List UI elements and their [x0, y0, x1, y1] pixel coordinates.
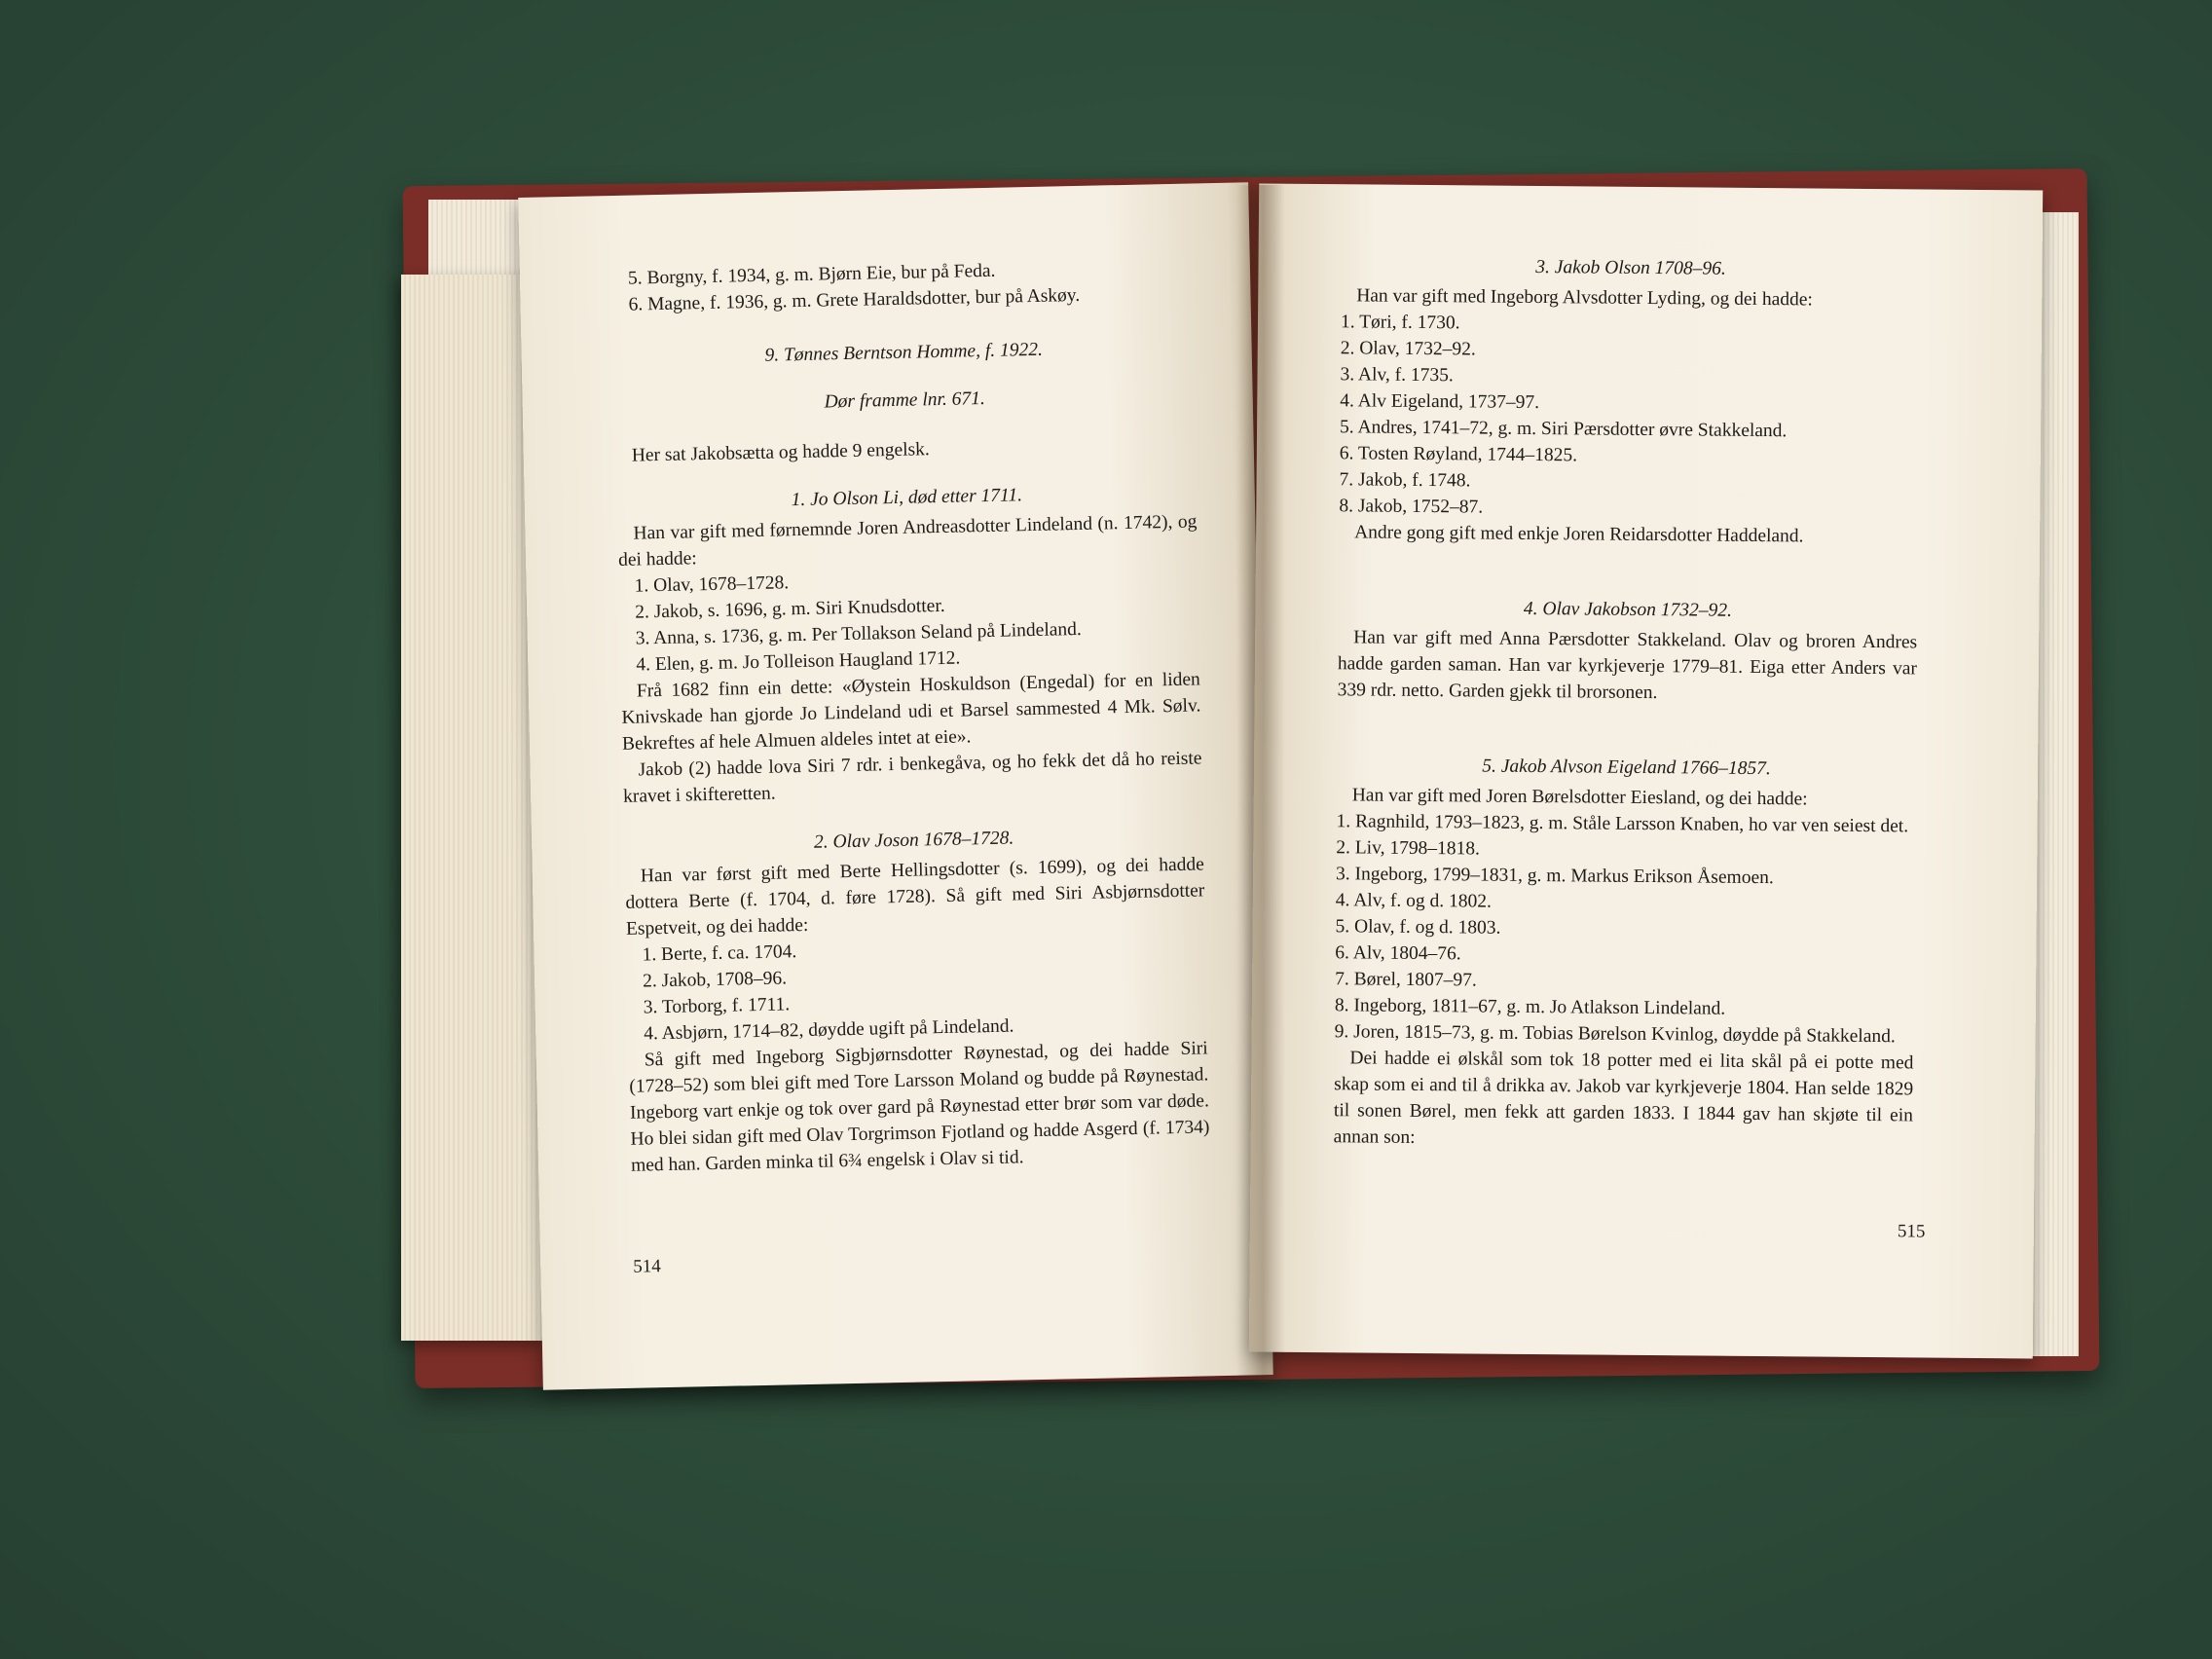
paragraph: Han var gift med førnemnde Joren Andreasdotter Lindeland (n. 1742), og dei hadde:	[617, 511, 1198, 571]
list-item: 3. Alv, f. 1735.	[1340, 364, 1454, 387]
list-item: 4. Alv Eigeland, 1737–97.	[1340, 390, 1540, 414]
list-item: 5. Andres, 1741–72, g. m. Siri Pærsdotter øvre Stakkeland.	[1339, 417, 1788, 442]
paragraph: Han var gift med Ingeborg Alvsdotter Lyding, og dei hadde:	[1356, 285, 1813, 311]
list-item: 1. Tøri, f. 1730.	[1340, 312, 1460, 334]
paragraph: Jakob (2) hadde lova Siri 7 rdr. i benkegåva, og ho fekk det då ho reiste kravet i skifteretten.	[622, 748, 1202, 807]
list-item: 2. Jakob, 1708–96.	[642, 968, 788, 992]
list-item: 3. Torborg, f. 1711.	[643, 994, 791, 1018]
list-item: 6. Alv, 1804–76.	[1335, 942, 1461, 965]
section-heading: Dør framme lnr. 671.	[824, 387, 986, 413]
left-page	[518, 182, 1272, 1389]
list-item: 4. Asbjørn, 1714–82, døydde ugift på Lindeland.	[644, 1015, 1014, 1045]
paragraph: Dei hadde ei ølskål som tok 18 potter med ei lita skål på ei potte med skap som ei and til å drikka av. Jakob var kyrkjeverje 1804. Han selde 1829 til sonen Børel, men fekk att garden 1833. I 1844 gav han skjøte til ein annan son:	[1333, 1048, 1914, 1148]
list-item: 2. Liv, 1798–1818.	[1336, 837, 1481, 860]
paragraph: Frå 1682 finn ein dette: «Øystein Hoskuldson (Engedal) for en liden Knivskade han gjorde Jo Lindeland udi et Barsel sammested 4 Mk. Sølv. Bekreftes af hele Almuen aldeles intet at eie».	[621, 669, 1201, 755]
paragraph: Andre gong gift med enkje Joren Reidarsdotter Haddeland.	[1354, 522, 1804, 547]
section-heading: 1. Jo Olson Li, død etter 1711.	[791, 485, 1023, 511]
list-item: 4. Elen, g. m. Jo Tolleison Haugland 1712.	[636, 647, 961, 676]
right-page	[1249, 184, 2043, 1359]
list-item: 9. Joren, 1815–73, g. m. Tobias Børelson Kvinlog, døydde på Stakkeland.	[1334, 1021, 1896, 1048]
list-item: 1. Ragnhild, 1793–1823, g. m. Ståle Larsson Knaben, ho var ven seiest det.	[1336, 811, 1909, 837]
list-item: 5. Olav, f. og d. 1803.	[1335, 916, 1501, 939]
paragraph: Han var gift med Joren Børelsdotter Eiesland, og dei hadde:	[1351, 785, 1808, 810]
list-item: 8. Jakob, 1752–87.	[1339, 496, 1484, 518]
section-heading: 4. Olav Jakobson 1732–92.	[1523, 598, 1733, 621]
list-item: 6. Magne, f. 1936, g. m. Grete Haraldsdotter, bur på Askøy.	[628, 284, 1081, 315]
paragraph: Han var først gift med Berte Hellingsdotter (s. 1699), og dei hadde dottera Berte (f. 1704, d. føre 1728). Så gift med Siri Asbjørnsdotter Espetveit, og dei hadde:	[625, 854, 1205, 940]
right-page-text	[1334, 252, 1921, 1155]
list-item: 7. Børel, 1807–97.	[1335, 969, 1477, 991]
section-heading: 3. Jakob Olson 1708–96.	[1535, 256, 1726, 279]
list-item: 4. Alv, f. og d. 1802.	[1335, 890, 1493, 912]
left-page-text	[612, 254, 1211, 1179]
section-heading: 9. Tønnes Berntson Homme, f. 1922.	[764, 339, 1044, 366]
list-item: 1. Olav, 1678–1728.	[634, 572, 790, 597]
paragraph: Så gift med Ingeborg Sigbjørnsdotter Røynestad, og dei hadde Siri (1728–52) som blei gift med Tore Larsson Moland og budde på Røynestad. Ingeborg vart enkje og tok over gard på Røynestad etter brør som var døde. Ho blei sidan gift med Olav Torgrimson Fjotland og hadde Asgerd (f. 1734) med han. Garden minka til 6¾ engelsk i Olav si tid.	[629, 1038, 1210, 1176]
list-item: 8. Ingeborg, 1811–67, g. m. Jo Atlakson Lindeland.	[1334, 995, 1726, 1019]
list-item: 6. Tosten Røyland, 1744–1825.	[1339, 443, 1578, 466]
list-item: 5. Borgny, f. 1934, g. m. Bjørn Eie, bur på Feda.	[627, 260, 996, 289]
paragraph: Han var gift med Anna Pærsdotter Stakkeland. Olav og broren Andres hadde garden saman. Han var kyrkjeverje 1779–81. Eiga etter Anders var 339 rdr. netto. Garden gjekk til brorsonen.	[1337, 627, 1918, 704]
paragraph: Her sat Jakobsætta og hadde 9 engelsk.	[631, 439, 930, 466]
list-item: 2. Olav, 1732–92.	[1340, 338, 1476, 360]
section-heading: 5. Jakob Alvson Eigeland 1766–1857.	[1482, 756, 1771, 780]
list-item: 3. Anna, s. 1736, g. m. Per Tollakson Seland på Lindeland.	[635, 618, 1082, 649]
page-number: 515	[1897, 1221, 1926, 1242]
list-item: 1. Berte, f. ca. 1704.	[642, 941, 797, 966]
list-item: 2. Jakob, s. 1696, g. m. Siri Knudsdotter.	[634, 595, 945, 623]
page-number: 514	[633, 1256, 661, 1277]
list-item: 3. Ingeborg, 1799–1831, g. m. Markus Erikson Åsemoen.	[1335, 864, 1774, 889]
section-heading: 2. Olav Joson 1678–1728.	[813, 828, 1014, 853]
list-item: 7. Jakob, f. 1748.	[1339, 469, 1471, 492]
